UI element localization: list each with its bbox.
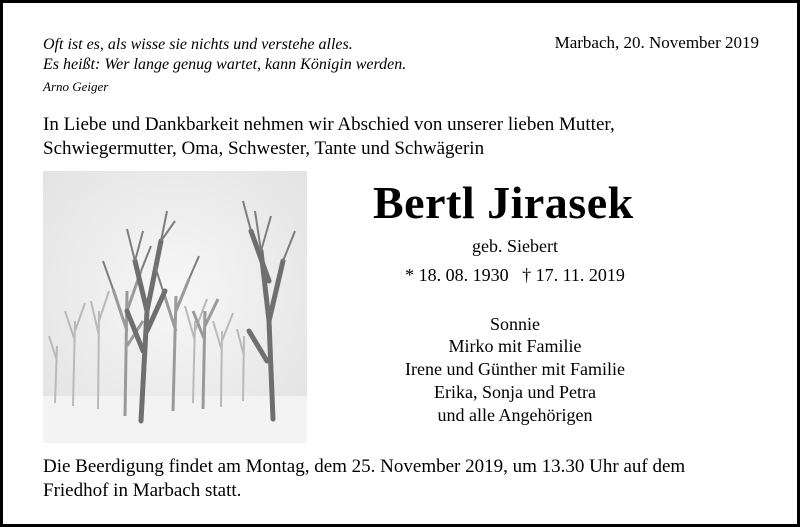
quote-line-2: Es heißt: Wer lange genug wartet, kann Königin werden. xyxy=(43,56,407,73)
funeral-line-1: Die Beerdigung findet am Montag, dem 25. November 2019, um 13.30 Uhr auf dem xyxy=(43,456,686,477)
birth-date: * 18. 08. 1930 xyxy=(405,265,509,285)
intro-line-1: In Liebe und Dankbarkeit nehmen wir Abschied von unserer lieben Mutter, xyxy=(43,114,615,135)
mourner-5: und alle Angehörigen xyxy=(437,405,593,425)
birth-name: geb. Siebert xyxy=(472,236,558,256)
deceased-name: Bertl Jirasek xyxy=(373,177,634,228)
death-date: † 17. 11. 2019 xyxy=(522,265,625,285)
snowy-trees-icon xyxy=(43,171,307,443)
quote-line-1: Oft ist es, als wisse sie nichts und verstehe alles. xyxy=(43,36,353,53)
funeral-line-2: Friedhof in Marbach statt. xyxy=(43,480,242,501)
place-date: Marbach, 20. November 2019 xyxy=(554,33,759,52)
quote-author: Arno Geiger xyxy=(43,79,109,94)
life-dates xyxy=(383,265,647,286)
mourner-2: Mirko mit Familie xyxy=(448,336,582,356)
mourner-3: Irene und Günther mit Familie xyxy=(405,359,625,379)
intro-line-2: Schwiegermutter, Oma, Schwester, Tante und Schwägerin xyxy=(43,138,485,159)
mourner-4: Erika, Sonja und Petra xyxy=(434,382,596,402)
mourner-1: Sonnie xyxy=(489,314,540,334)
